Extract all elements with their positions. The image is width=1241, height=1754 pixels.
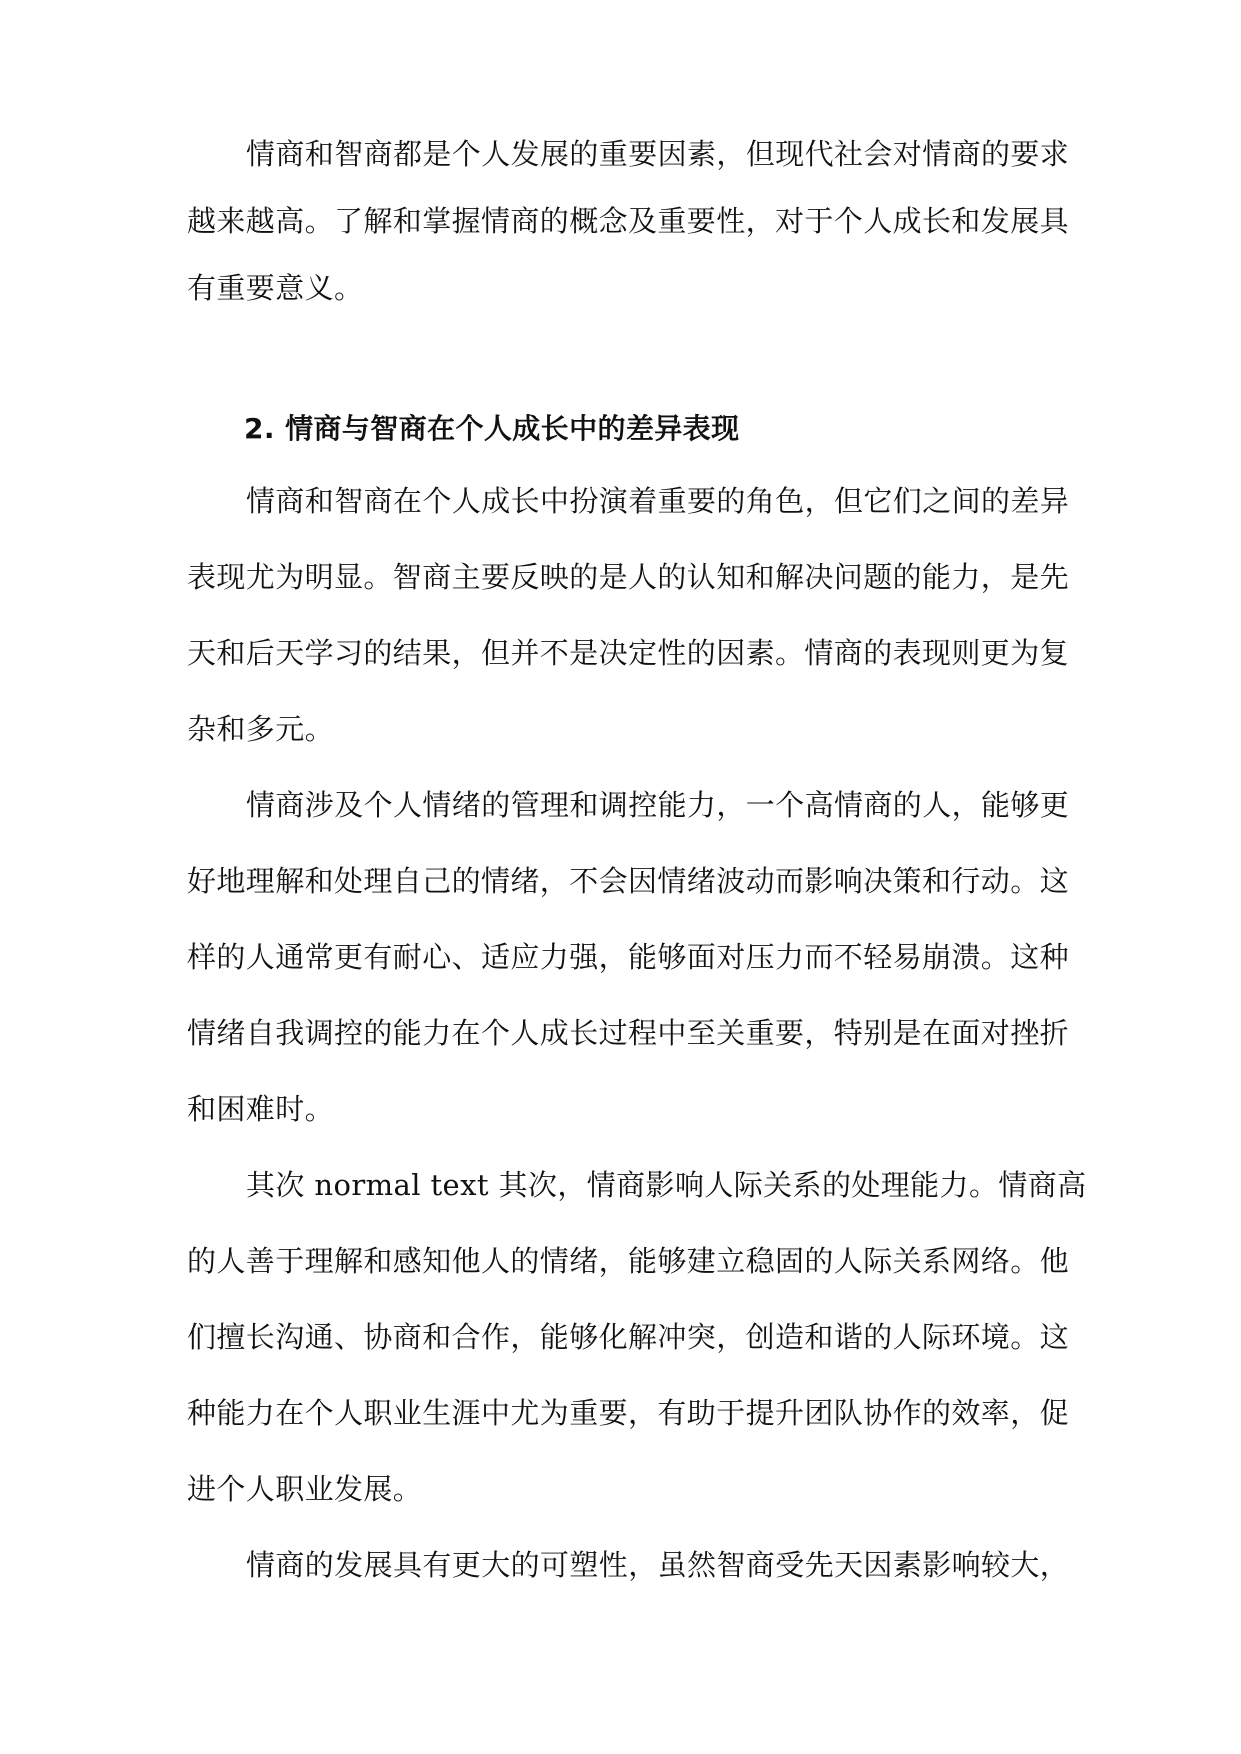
paragraph-line: 有重要意义。 xyxy=(187,271,364,305)
paragraph-line: 好地理解和处理自己的情绪，不会因情绪波动而影响决策和行动。这 xyxy=(187,864,1070,898)
paragraph-line: 的人善于理解和感知他人的情绪，能够建立稳固的人际关系网络。他 xyxy=(187,1244,1070,1278)
paragraph-line: 越来越高。了解和掌握情商的概念及重要性，对于个人成长和发展具 xyxy=(187,204,1070,238)
paragraph-line: 情商和智商在个人成长中扮演着重要的角色，但它们之间的差异 xyxy=(246,484,1070,518)
paragraph-line: 情商和智商都是个人发展的重要因素，但现代社会对情商的要求 xyxy=(246,137,1070,171)
section-heading: 2. 情商与智商在个人成长中的差异表现 xyxy=(244,412,740,445)
paragraph-line: 天和后天学习的结果，但并不是决定性的因素。情商的表现则更为复 xyxy=(187,636,1070,670)
paragraph-line: 样的人通常更有耐心、适应力强，能够面对压力而不轻易崩溃。这种 xyxy=(187,940,1070,974)
paragraph-line: 进个人职业发展。 xyxy=(187,1472,423,1506)
paragraph-line: 情绪自我调控的能力在个人成长过程中至关重要，特别是在面对挫折 xyxy=(187,1016,1070,1050)
paragraph-line: 情商的发展具有更大的可塑性，虽然智商受先天因素影响较大， xyxy=(246,1548,1070,1582)
paragraph-line: 其次 normal text 其次，情商影响人际关系的处理能力。情商高 xyxy=(246,1168,1087,1202)
paragraph-line: 情商涉及个人情绪的管理和调控能力，一个高情商的人，能够更 xyxy=(246,788,1070,822)
paragraph-line: 表现尤为明显。智商主要反映的是人的认知和解决问题的能力，是先 xyxy=(187,560,1070,594)
paragraph-line: 和困难时。 xyxy=(187,1092,335,1126)
paragraph-line: 们擅长沟通、协商和合作，能够化解冲突，创造和谐的人际环境。这 xyxy=(187,1320,1070,1354)
paragraph-line: 杂和多元。 xyxy=(187,712,335,746)
paragraph-line: 种能力在个人职业生涯中尤为重要，有助于提升团队协作的效率，促 xyxy=(187,1396,1070,1430)
